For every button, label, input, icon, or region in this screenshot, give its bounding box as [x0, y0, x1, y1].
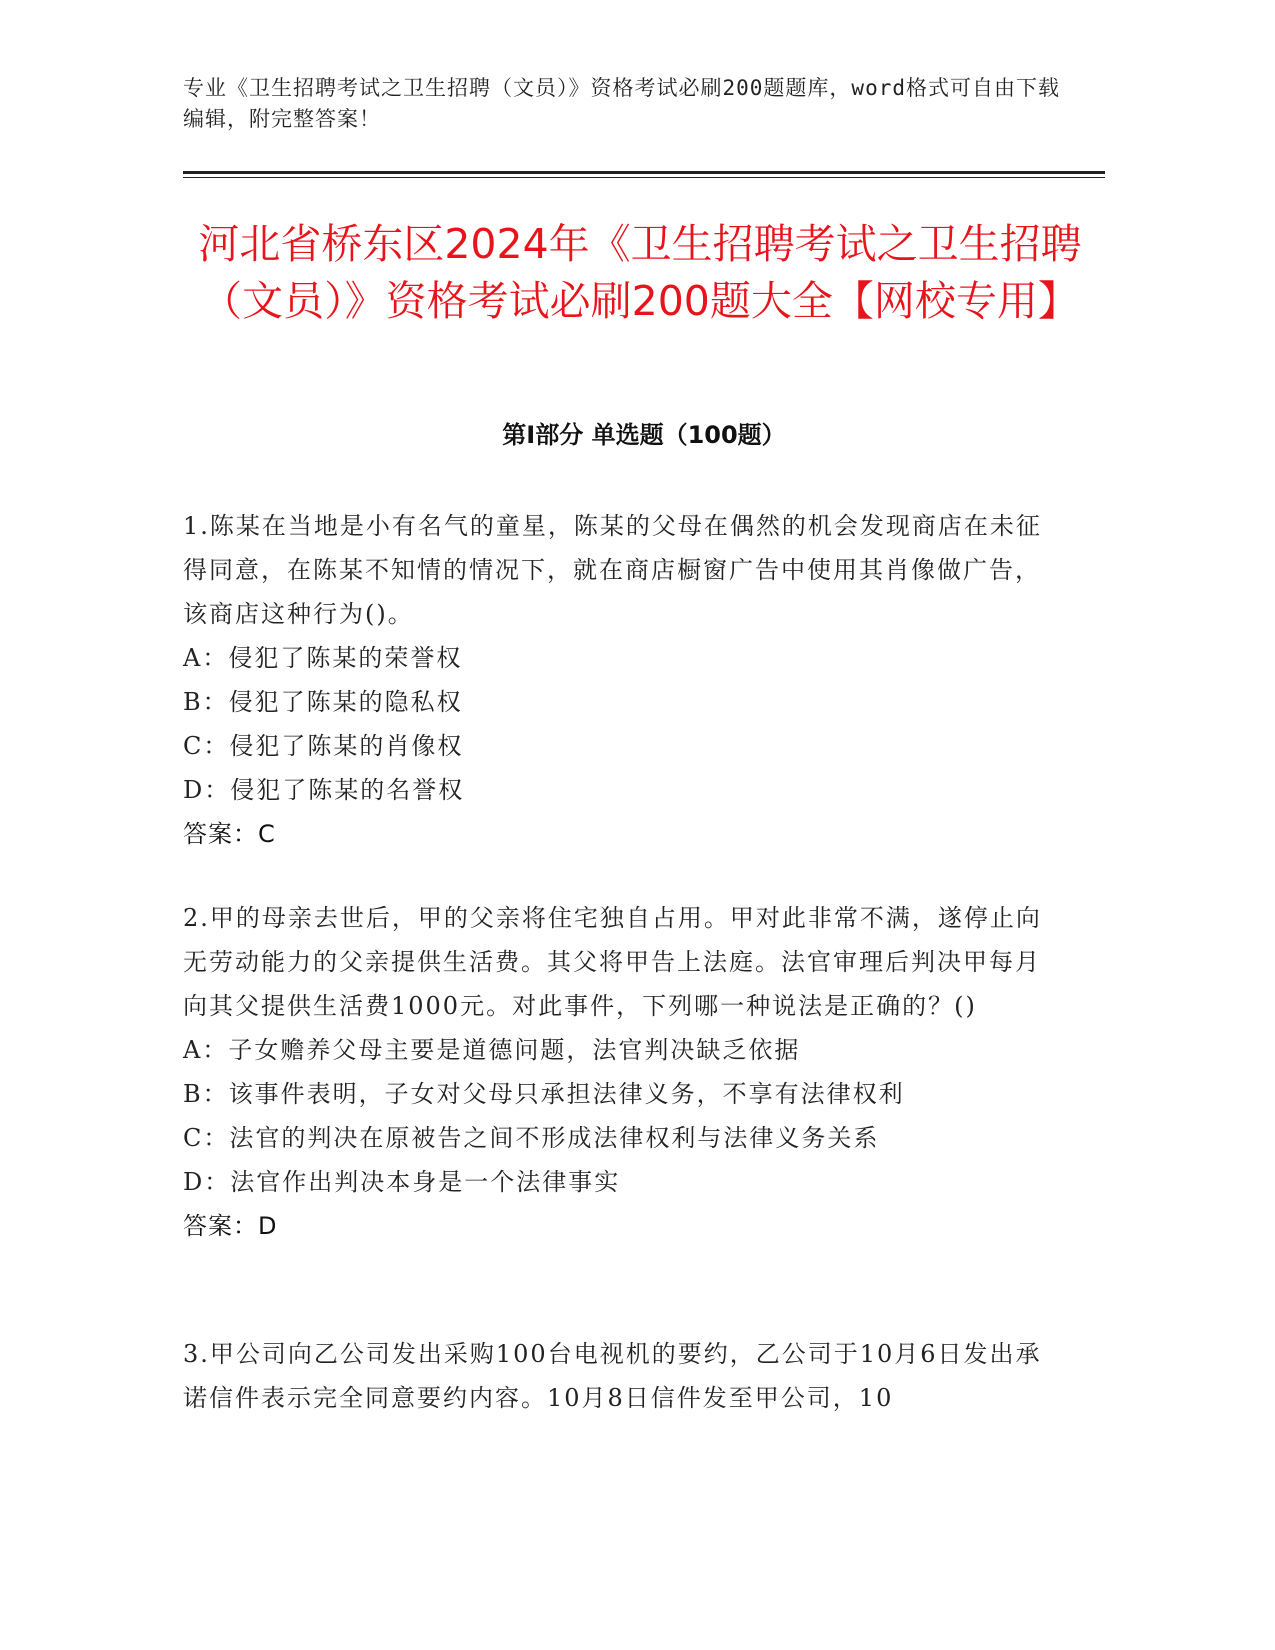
- section-heading: 第I部分 单选题（100题）: [502, 421, 786, 449]
- question-stem: 3.甲公司向乙公司发出采购100台电视机的要约，乙公司于10月6日发出承诺信件表示完全同意要约内容。10月8日信件发至甲公司，10: [183, 1340, 1042, 1412]
- option-a: A：侵犯了陈某的荣誉权: [183, 644, 463, 672]
- header-note: 专业《卫生招聘考试之卫生招聘（文员）》资格考试必刷200题题库，word格式可自由下载编辑，附完整答案！: [183, 76, 1060, 131]
- header-divider-thin: [183, 177, 1105, 178]
- option-d: D：侵犯了陈某的名誉权: [183, 776, 465, 804]
- option-c: C：法官的判决在原被告之间不形成法律权利与法律义务关系: [183, 1124, 880, 1152]
- option-c: C：侵犯了陈某的肖像权: [183, 732, 464, 760]
- option-b: B：该事件表明，子女对父母只承担法律义务，不享有法律权利: [183, 1080, 905, 1108]
- question-stem: 2.甲的母亲去世后，甲的父亲将住宅独自占用。甲对此非常不满，遂停止向无劳动能力的父亲提供生活费。其父将甲告上法庭。法官审理后判决甲每月向其父提供生活费1000元。对此事件，下列哪一种说法是正确的？(): [183, 904, 1042, 1020]
- option-d: D：法官作出判决本身是一个法律事实: [183, 1168, 621, 1196]
- answer: 答案：D: [183, 1212, 278, 1240]
- answer: 答案：C: [183, 820, 276, 848]
- document-title: 河北省桥东区2024年《卫生招聘考试之卫生招聘（文员）》资格考试必刷200题大全【网校专用】: [198, 220, 1082, 325]
- question-3: [183, 1332, 1043, 1420]
- question-stem: 1.陈某在当地是小有名气的童星，陈某的父母在偶然的机会发现商店在未征得同意，在陈某不知情的情况下，就在商店橱窗广告中使用其肖像做广告，该商店这种行为()。: [183, 512, 1042, 628]
- question-1: [183, 504, 1043, 856]
- question-2: [183, 896, 1043, 1248]
- option-a: A：子女赡养父母主要是道德问题，法官判决缺乏依据: [183, 1036, 801, 1064]
- header-divider-thick: [183, 171, 1105, 174]
- option-b: B：侵犯了陈某的隐私权: [183, 688, 463, 716]
